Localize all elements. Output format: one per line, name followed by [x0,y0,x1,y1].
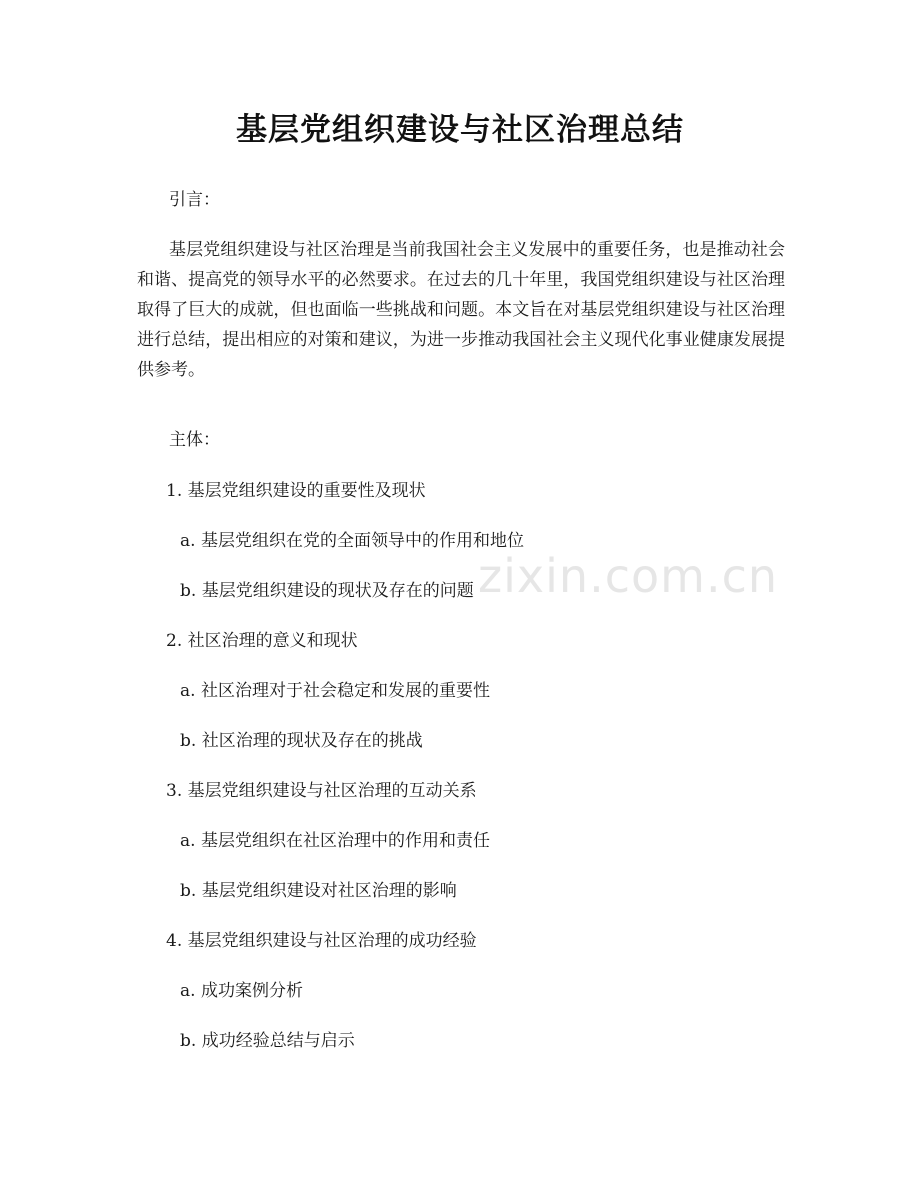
document-title: 基层党组织建设与社区治理总结 [236,112,684,148]
outline-item-1b: b. 基层党组织建设的现状及存在的问题 [180,581,474,601]
outline-item-3b: b. 基层党组织建设对社区治理的影响 [180,881,457,901]
outline-item-2a: a. 社区治理对于社会稳定和发展的重要性 [180,681,490,701]
intro-label: 引言： [169,190,220,210]
outline-item-3a: a. 基层党组织在社区治理中的作用和责任 [180,831,490,851]
outline-heading-3: 3. 基层党组织建设与社区治理的互动关系 [166,781,477,801]
outline-heading-4: 4. 基层党组织建设与社区治理的成功经验 [166,931,477,951]
outline-item-1a: a. 基层党组织在党的全面领导中的作用和地位 [180,531,524,551]
outline-item-4a: a. 成功案例分析 [180,981,303,1001]
outline-item-4b: b. 成功经验总结与启示 [180,1031,355,1051]
intro-paragraph: 基层党组织建设与社区治理是当前我国社会主义发展中的重要任务，也是推动社会和谐、提高党的领导水平的必然要求。在过去的几十年里，我国党组织建设与社区治理取得了巨大的成就，但也面临一些挑战和问题。本文旨在对基层党组织建设与社区治理进行总结，提出相应的对策和建议，为进一步推动我国社会主义现代化事业健康发展提供参考。 [137,240,785,380]
outline-heading-1: 1. 基层党组织建设的重要性及现状 [166,481,426,501]
body-label: 主体： [169,430,220,450]
watermark: zixin.com.cn [478,549,779,603]
outline-item-2b: b. 社区治理的现状及存在的挑战 [180,731,423,751]
outline-heading-2: 2. 社区治理的意义和现状 [166,631,358,651]
